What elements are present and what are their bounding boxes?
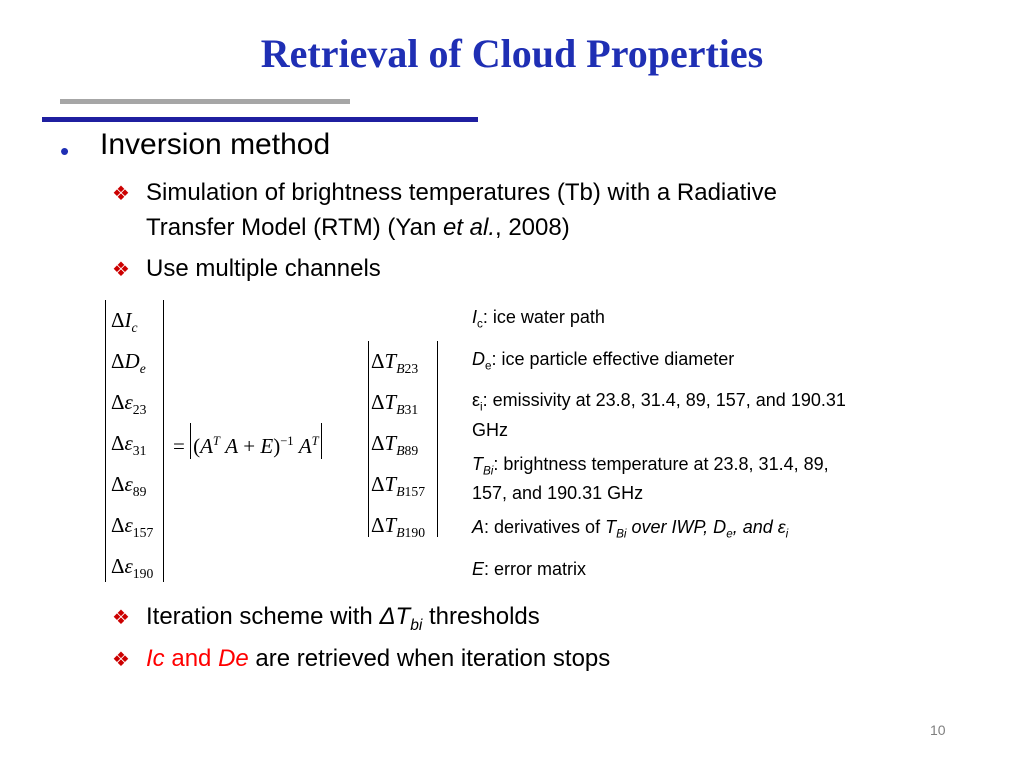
diamond-bullet-icon: ❖: [112, 607, 130, 629]
diamond-bullet-icon: ❖: [112, 259, 130, 281]
def-ei: $\varepsilon_i$: emissivity at 23.8, 31.4, 89, 157, and 190.31 GHz: [472, 390, 846, 440]
def-ic: $I_c$: ice water path: [472, 307, 605, 331]
def-e: E: error matrix: [472, 558, 587, 579]
title-underline-blue: [42, 117, 478, 122]
page-number: 10: [930, 722, 946, 738]
variable-definitions: [472, 306, 972, 592]
sub-bullet-simulation: ❖ Simulation of brightness temperatures (Tb) with a Radiative Transfer Model (RTM) (Yan et al., 2008): [112, 179, 777, 241]
def-de: $D_e$: ice particle effective diameter: [472, 348, 735, 373]
diamond-bullet-icon: ❖: [112, 183, 130, 205]
bullet-inversion-method: Inversion method: [100, 128, 331, 161]
bullet-dot-icon: •: [60, 136, 70, 166]
slide-title: Retrieval of Cloud Properties: [260, 31, 764, 76]
inversion-equation: $\Delta I_c$ $\Delta D_e$ $\Delta\varepsilon_{23}$ $\Delta\varepsilon_{31}$ $\Delta\varepsilon_{89}$ $\Delta\varepsilon_{157}$ $\Delta\varepsilon_{190}$ = ($A^T$ A + E)$^{-1}$ $A^T$ $\Delta T_{B23}$ $\Delta T_{B31}$ $\Delta T_{B89}$ $\Delta T_{B157}$ $\Delta T_{B190}$: [105, 300, 445, 585]
sub-bullet-iteration: ❖ Iteration scheme with $\Delta T_{bi}$ thresholds: [112, 603, 540, 634]
sub-bullet-channels: ❖ Use multiple channels: [112, 252, 381, 287]
title-underline-gray: [60, 99, 350, 104]
sub-bullet-retrieval: ❖ Ic and De are retrieved when iteration stops: [112, 642, 610, 677]
def-tbi: $T_{Bi}$: brightness temperature at 23.8, 31.4, 89, 157, and 190.31 GHz: [472, 453, 829, 504]
diamond-bullet-icon: ❖: [112, 649, 130, 671]
def-a: A: derivatives of $T_{Bi}$ over IWP, $D_e$, and $\varepsilon_i$: [472, 517, 789, 541]
